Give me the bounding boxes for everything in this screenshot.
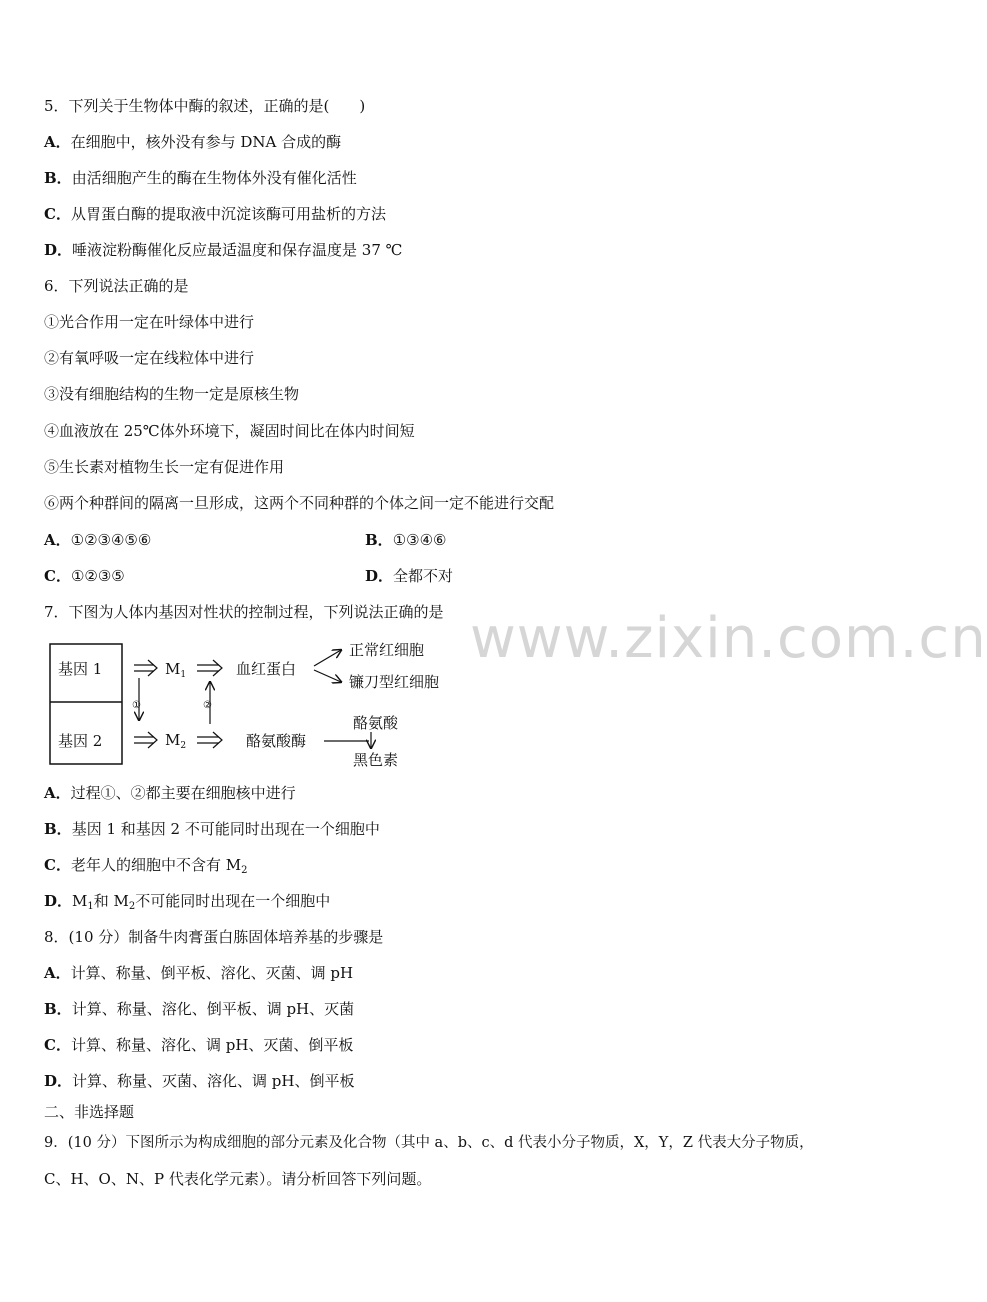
q5-option-d <box>44 240 402 260</box>
option-text: 计算、称量、倒平板、溶化、灭菌、调 pH <box>70 964 354 982</box>
q7-option-a <box>44 783 296 803</box>
gene-2-label: 基因 2 <box>58 732 103 750</box>
option-text: 全都不对 <box>393 567 454 585</box>
m2-label: $M_2$ <box>165 731 187 751</box>
option-text: 和 M <box>93 892 129 910</box>
option-label: C． <box>44 1036 71 1054</box>
q8-option-a <box>44 963 353 983</box>
q8-option-b <box>44 999 354 1019</box>
q6-statement-5: ⑤生长素对植物生长一定有促进作用 <box>44 458 285 476</box>
subscript: 2 <box>241 865 248 876</box>
q6-statement-3: ③没有细胞结构的生物一定是原核生物 <box>44 385 300 403</box>
double-arrow-m1-hemoglobin <box>197 660 222 676</box>
q6-option-d <box>365 566 453 586</box>
option-label: C． <box>44 567 71 585</box>
double-arrow-gene2-m2 <box>134 732 157 748</box>
option-label: C． <box>44 205 71 223</box>
gene-1-label: 基因 1 <box>58 660 103 678</box>
option-text: M <box>72 892 88 910</box>
option-label: B． <box>44 820 72 838</box>
option-text: 唾液淀粉酶催化反应最适温度和保存温度是 37 ℃ <box>72 241 403 259</box>
option-text: 计算、称量、溶化、倒平板、调 pH、灭菌 <box>71 1000 355 1018</box>
q8-option-d <box>44 1071 354 1091</box>
q7-option-d <box>44 891 330 917</box>
option-text: 由活细胞产生的酶在生物体外没有催化活性 <box>71 169 357 187</box>
option-text: 过程①、②都主要在细胞核中进行 <box>70 784 296 802</box>
q7-stem: 7．下图为人体内基因对性状的控制过程，下列说法正确的是 <box>44 603 444 621</box>
q6-stem: 6．下列说法正确的是 <box>44 277 189 295</box>
option-label: A． <box>44 784 71 802</box>
option-label: D． <box>44 1072 73 1090</box>
q7-option-c <box>44 855 247 881</box>
option-label: D． <box>44 892 73 910</box>
process-1-mark: ① <box>132 700 141 711</box>
option-text: ①②③④⑤⑥ <box>70 531 152 549</box>
q6-statement-4: ④血液放在 25℃体外环境下，凝固时间比在体内时间短 <box>44 422 415 440</box>
q9-stem-line1: 9．(10 分）下图所示为构成细胞的部分元素及化合物（其中 a、b、c、d 代表小分子物质，X，Y，Z 代表大分子物质， <box>44 1135 814 1151</box>
hemoglobin-label: 血红蛋白 <box>236 660 297 678</box>
option-text: ①②③⑤ <box>70 567 125 585</box>
q8-option-c <box>44 1035 353 1055</box>
melanin-label: 黑色素 <box>353 751 399 769</box>
option-text: 基因 1 和基因 2 不可能同时出现在一个细胞中 <box>71 820 380 838</box>
option-label: B． <box>44 169 72 187</box>
watermark: www.zixin.com.cn <box>470 606 987 671</box>
option-label: D． <box>365 567 394 585</box>
option-label: A． <box>44 133 71 151</box>
option-label: B． <box>365 531 393 549</box>
option-label: C． <box>44 856 71 874</box>
option-text: 计算、称量、溶化、调 pH、灭菌、倒平板 <box>70 1036 354 1054</box>
sickle-rbc-label: 镰刀型红细胞 <box>349 673 440 691</box>
q5-option-c <box>44 204 386 224</box>
option-label: D． <box>44 241 73 259</box>
section-heading: 二、非选择题 <box>44 1103 135 1121</box>
q6-option-c <box>44 566 125 586</box>
option-label: A． <box>44 964 71 982</box>
option-label: A． <box>44 531 71 549</box>
arrow-to-normal-rbc <box>314 650 341 666</box>
m1-label: $M_1$ <box>165 660 187 680</box>
option-text: 在细胞中，核外没有参与 DNA 合成的酶 <box>70 133 342 151</box>
option-text: 不可能同时出现在一个细胞中 <box>135 892 331 910</box>
gene-trait-diagram <box>44 638 464 773</box>
process-2-mark: ② <box>203 700 212 711</box>
option-text: 从胃蛋白酶的提取液中沉淀该酶可用盐析的方法 <box>70 205 386 223</box>
q6-option-a <box>44 530 151 550</box>
q6-statement-2: ②有氧呼吸一定在线粒体中进行 <box>44 349 255 367</box>
subscript: 1 <box>87 901 94 912</box>
option-text: 老年人的细胞中不含有 M <box>70 856 242 874</box>
q9-stem-line2: C、H、O、N、P 代表化学元素）。请分析回答下列问题。 <box>44 1170 432 1188</box>
double-arrow-m2-tyrosinase <box>197 732 222 748</box>
subscript: 2 <box>128 901 136 912</box>
tyrosinase-label: 酪氨酸酶 <box>246 732 307 750</box>
option-label: B． <box>44 1000 72 1018</box>
normal-rbc-label: 正常红细胞 <box>349 641 425 659</box>
q5-option-b <box>44 168 357 188</box>
option-text: ①③④⑥ <box>392 531 447 549</box>
q7-option-b <box>44 819 380 839</box>
q5-stem: 5．下列关于生物体中酶的叙述，正确的是( ) <box>44 97 366 115</box>
q5-option-a <box>44 132 341 152</box>
q6-statement-6: ⑥两个种群间的隔离一旦形成，这两个不同种群的个体之间一定不能进行交配 <box>44 494 555 512</box>
q6-option-b <box>365 530 446 550</box>
double-arrow-gene1-m1 <box>134 660 157 676</box>
q6-statement-1: ①光合作用一定在叶绿体中进行 <box>44 313 255 331</box>
tyrosine-label: 酪氨酸 <box>353 714 399 732</box>
option-text: 计算、称量、灭菌、溶化、调 pH、倒平板 <box>72 1072 355 1090</box>
arrow-to-sickle-rbc <box>314 670 341 682</box>
q8-stem: 8．(10 分）制备牛肉膏蛋白胨固体培养基的步骤是 <box>44 928 384 946</box>
